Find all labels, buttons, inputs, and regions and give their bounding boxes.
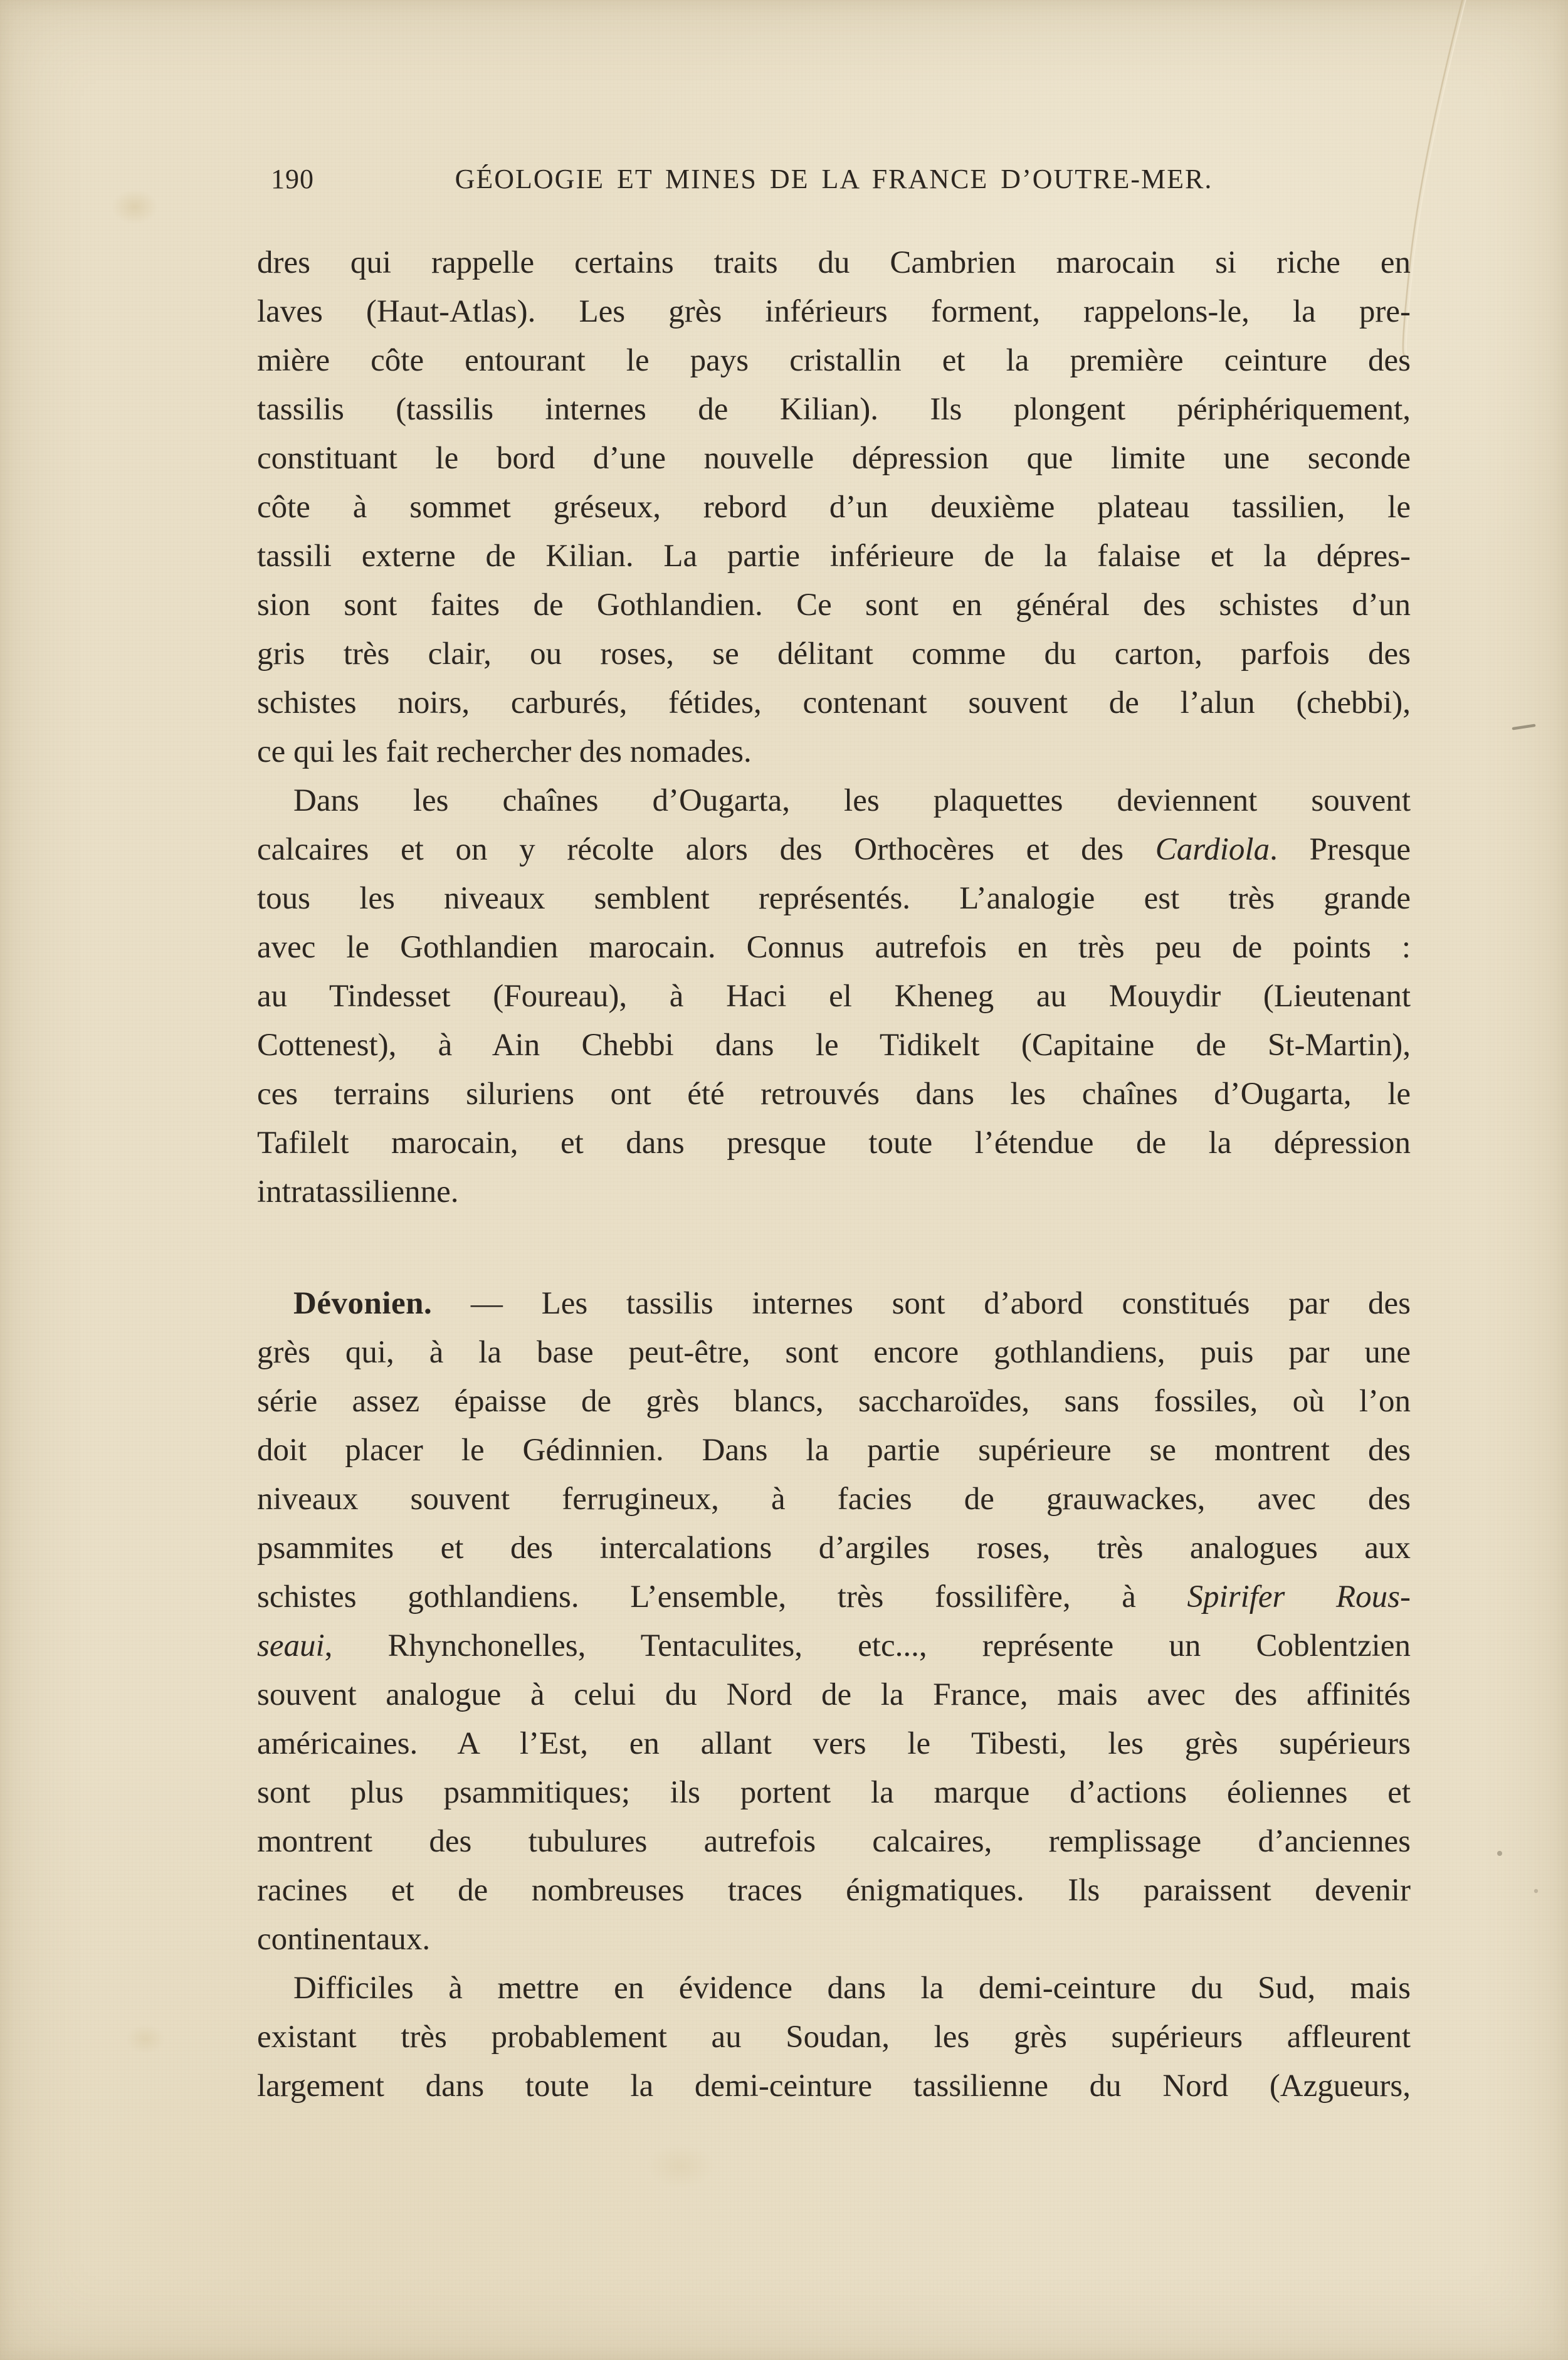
text-line [257,972,1411,1021]
text-segment: psammites et des intercalations d’argiles roses, très analogues aux [257,1530,1411,1566]
text-segment: avec le Gothlandien marocain. Connus autrefois en très peu de points : [257,930,1411,965]
bold-text: Dévonien. [293,1286,433,1321]
text-line [257,1377,1411,1426]
text-segment: américaines. A l’Est, en allant vers le Tibesti, les grès supérieurs [257,1726,1411,1761]
text-line [257,630,1411,678]
running-title: GÉOLOGIE ET MINES DE LA FRANCE D’OUTRE-MER. [455,164,1213,194]
text-line [257,1475,1411,1524]
text-line [257,1328,1411,1377]
text-segment: Cottenest), à Ain Chebbi dans le Tidikelt (Capitaine de St-Martin), [257,1028,1411,1063]
text-segment: schistes gothlandiens. L’ensemble, très fossilifère, à [257,1579,1187,1615]
italic-text: seaui [257,1628,325,1663]
text-line [257,1524,1411,1572]
ink-speck-dot [1534,1889,1538,1893]
italic-text: Spirifer Rous- [1187,1579,1411,1615]
text-line [257,336,1411,385]
text-line [257,1167,1411,1216]
text-line [257,1915,1411,1964]
text-segment: constituant le bord d’une nouvelle dépression que limite une seconde [257,441,1411,476]
text-line [257,1670,1411,1719]
text-segment: souvent analogue à celui du Nord de la France, mais avec des affinités [257,1677,1411,1712]
paper-stain [646,2144,715,2188]
text-body [257,238,1411,2110]
text-line [257,1279,1411,1328]
text-line [257,1866,1411,1915]
text-segment: dres qui rappelle certains traits du Cambrien marocain si riche en [257,245,1411,280]
text-line [257,1021,1411,1070]
text-line [257,238,1411,287]
text-segment: doit placer le Gédinnien. Dans la partie supérieure se montrent des [257,1433,1411,1468]
text-segment: schistes noirs, carburés, fétides, contenant souvent de l’alun (chebbi), [257,685,1411,720]
text-line [257,532,1411,581]
text-line [257,1621,1411,1670]
text-line [257,1572,1411,1621]
text-segment: gris très clair, ou roses, se délitant comme du carton, parfois des [257,636,1411,672]
text-line [257,2062,1411,2110]
text-segment: continentaux. [257,1922,431,1957]
text-segment: ces terrains siluriens ont été retrouvés dans les chaînes d’Ougarta, le [257,1077,1411,1112]
text-segment: tassili externe de Kilian. La partie inférieure de la falaise et la dépres- [257,539,1411,574]
text-segment: . Presque [1270,832,1411,867]
text-line [257,1070,1411,1119]
text-segment: racines et de nombreuses traces énigmatiques. Ils paraissent devenir [257,1873,1411,1908]
text-segment: grès qui, à la base peut-être, sont encore gothlandiens, puis par une [257,1335,1411,1370]
paper-stain [125,2024,166,2054]
text-line [257,483,1411,532]
text-segment: série assez épaisse de grès blancs, saccharoïdes, sans fossiles, où l’on [257,1384,1411,1419]
paper-stain [112,189,158,224]
text-segment: Dans les chaînes d’Ougarta, les plaquettes deviennent souvent [293,783,1411,818]
text-segment: — Les tassilis internes sont d’abord constitués par des [432,1286,1411,1321]
text-segment: Difficiles à mettre en évidence dans la demi-ceinture du Sud, mais [293,1971,1411,2006]
ink-speck-dash [1513,725,1534,729]
paragraph [257,1279,1411,1964]
text-segment: tassilis (tassilis internes de Kilian). Ils plongent périphériquement, [257,392,1411,427]
text-line [257,385,1411,434]
paragraph [257,1964,1411,2110]
text-segment: sion sont faites de Gothlandien. Ce sont en général des schistes d’un [257,587,1411,623]
text-line [257,678,1411,727]
text-segment: calcaires et on y récolte alors des Orthocères et des [257,832,1155,867]
text-line [257,1964,1411,2013]
page-number: 190 [271,164,314,194]
text-line [257,776,1411,825]
text-line [257,287,1411,336]
text-segment: existant très probablement au Soudan, les grès supérieurs affleurent [257,2020,1411,2055]
text-segment: laves (Haut-Atlas). Les grès inférieurs forment, rappelons-le, la pre- [257,294,1411,329]
text-segment: sont plus psammitiques; ils portent la marque d’actions éoliennes et [257,1775,1411,1810]
text-line [257,1426,1411,1475]
text-segment: côte à sommet gréseux, rebord d’un deuxième plateau tassilien, le [257,490,1411,525]
page-header [257,162,1411,197]
italic-text: Cardiola [1155,832,1270,867]
text-segment: mière côte entourant le pays cristallin et la première ceinture des [257,343,1411,378]
paragraph [257,776,1411,1216]
text-line [257,1719,1411,1768]
text-segment: niveaux souvent ferrugineux, à facies de grauwackes, avec des [257,1482,1411,1517]
text-line [257,1817,1411,1866]
paper-crease-highlight [1406,0,1466,355]
text-line [257,1768,1411,1817]
text-line [257,923,1411,972]
text-segment: au Tindesset (Foureau), à Haci el Kheneg au Mouydir (Lieutenant [257,979,1411,1014]
text-segment: intratassilienne. [257,1174,459,1209]
text-line [257,2013,1411,2062]
text-segment: Tafilelt marocain, et dans presque toute l’étendue de la dépression [257,1125,1411,1161]
text-segment: montrent des tubulures autrefois calcaires, remplissage d’anciennes [257,1824,1411,1859]
text-segment: ce qui les fait rechercher des nomades. [257,734,752,769]
paper-crease [1403,0,1463,355]
text-segment: tous les niveaux semblent représentés. L’analogie est très grande [257,881,1411,916]
text-line [257,825,1411,874]
text-segment: , Rhynchonelles, Tentaculites, etc..., représente un Coblentzien [324,1628,1411,1663]
text-line [257,727,1411,776]
text-segment: largement dans toute la demi-ceinture tassilienne du Nord (Azgueurs, [257,2068,1411,2104]
paragraph [257,238,1411,776]
text-line [257,581,1411,630]
text-line [257,434,1411,483]
ink-speck-dot [1497,1851,1502,1856]
text-line [257,1119,1411,1167]
text-line [257,874,1411,923]
